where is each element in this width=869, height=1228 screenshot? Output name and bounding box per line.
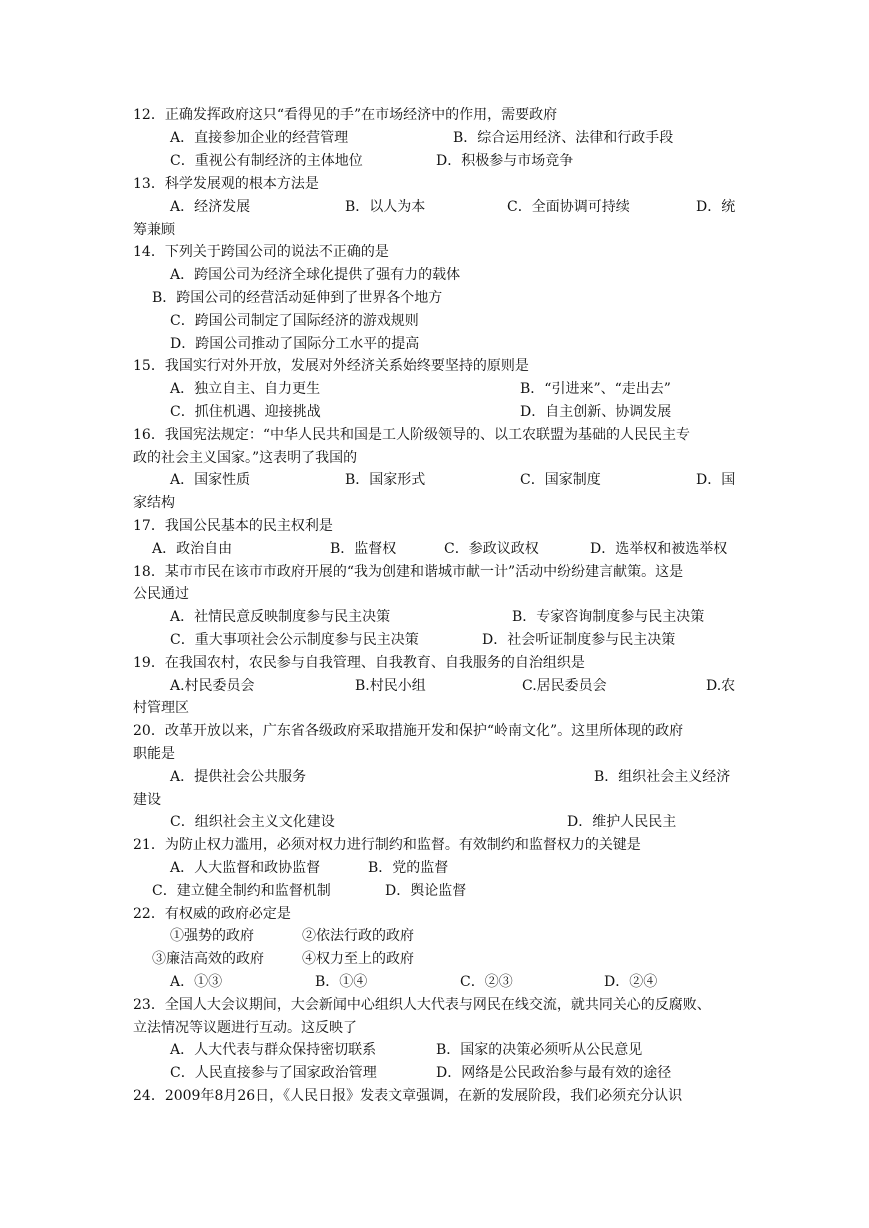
q19-option-b: B.村民小组 [355, 678, 426, 694]
q20-option-a: A．提供社会公共服务 [170, 769, 307, 785]
q18-stem-line1: 18．某市市民在该市市政府开展的“我为创建和谐城市献一计”活动中纷纷建言献策。这是 [133, 564, 684, 580]
q13-option-a: A．经济发展 [170, 199, 251, 215]
q14-option-a: A．跨国公司为经济全球化提供了强有力的载体 [170, 267, 461, 283]
q13-option-d: D．统 [696, 199, 736, 215]
q22-option-b: B．①④ [315, 974, 368, 990]
q21-option-b: B．党的监督 [368, 860, 449, 876]
q15-stem: 15．我国实行对外开放，发展对外经济关系始终要坚持的原则是 [133, 358, 529, 374]
q22-statement-2: ②依法行政的政府 [302, 928, 414, 944]
q23-stem-line1: 23．全国人大会议期间，大会新闻中心组织人大代表与网民在线交流，就共同关心的反腐败、 [133, 997, 711, 1013]
q17-option-a: A．政治自由 [152, 541, 233, 557]
q22-statement-3: ③廉洁高效的政府 [152, 951, 264, 967]
q16-option-d-continued: 家结构 [133, 495, 175, 511]
q19-option-d-continued: 村管理区 [133, 700, 189, 716]
q24-stem-line1: 24．2009年8月26日，《人民日报》发表文章强调，在新的发展阶段，我们必须充分认识 [133, 1088, 683, 1104]
q17-option-d: D．选举权和被选举权 [590, 541, 728, 557]
q14-option-c: C．跨国公司制定了国际经济的游戏规则 [170, 313, 419, 329]
q16-option-b: B．国家形式 [345, 472, 426, 488]
q22-statement-4: ④权力至上的政府 [302, 951, 414, 967]
q13-stem: 13．科学发展观的根本方法是 [133, 176, 319, 192]
q14-option-b: B．跨国公司的经营活动延伸到了世界各个地方 [152, 290, 443, 306]
q19-option-c: C.居民委员会 [522, 678, 607, 694]
q22-stem: 22．有权威的政府必定是 [133, 906, 291, 922]
q18-stem-line2: 公民通过 [133, 586, 189, 602]
q13-option-d-continued: 筹兼顾 [133, 222, 175, 238]
q21-option-a: A．人大监督和政协监督 [170, 860, 321, 876]
q17-stem: 17．我国公民基本的民主权利是 [133, 518, 333, 534]
q19-stem: 19．在我国农村，农民参与自我管理、自我教育、自我服务的自治组织是 [133, 655, 585, 671]
q16-stem-line2: 政的社会主义国家。”这表明了我国的 [133, 450, 358, 466]
q18-option-d: D．社会听证制度参与民主决策 [482, 632, 676, 648]
q23-option-c: C．人民直接参与了国家政治管理 [170, 1065, 377, 1081]
q20-stem-line2: 职能是 [133, 746, 175, 762]
q12-option-d: D．积极参与市场竞争 [436, 153, 574, 169]
q14-stem: 14．下列关于跨国公司的说法不正确的是 [133, 244, 389, 260]
q17-option-b: B．监督权 [330, 541, 397, 557]
q22-option-d: D．②④ [604, 974, 658, 990]
q20-option-c: C．组织社会主义文化建设 [170, 814, 335, 830]
q20-stem-line1: 20．改革开放以来，广东省各级政府采取措施开发和保护“岭南文化”。这里所体现的政府 [133, 723, 684, 739]
q20-option-b: B．组织社会主义经济 [594, 769, 731, 785]
q14-option-d: D．跨国公司推动了国际分工水平的提高 [170, 336, 420, 352]
q22-statement-1: ①强势的政府 [170, 928, 254, 944]
q21-stem: 21．为防止权力滥用，必须对权力进行制约和监督。有效制约和监督权力的关键是 [133, 837, 641, 853]
q23-option-a: A．人大代表与群众保持密切联系 [170, 1042, 377, 1058]
q18-option-a: A．社情民意反映制度参与民主决策 [170, 609, 391, 625]
q17-option-c: C．参政议政权 [444, 541, 539, 557]
q16-stem-line1: 16．我国宪法规定：“中华人民共和国是工人阶级领导的、以工农联盟为基础的人民民主专 [133, 427, 690, 443]
q16-option-a: A．国家性质 [170, 472, 251, 488]
q20-option-b-continued: 建设 [133, 792, 161, 808]
q18-option-b: B．专家咨询制度参与民主决策 [512, 609, 705, 625]
q21-option-d: D．舆论监督 [385, 883, 467, 899]
q23-stem-line2: 立法情况等议题进行互动。这反映了 [133, 1020, 357, 1036]
q21-option-c: C．建立健全制约和监督机制 [152, 883, 331, 899]
q16-option-c: C．国家制度 [520, 472, 601, 488]
q15-option-c: C．抓住机遇、迎接挑战 [170, 404, 321, 420]
q22-option-a: A．①③ [170, 974, 223, 990]
q19-option-d: D.农 [706, 678, 736, 694]
q20-option-d: D．维护人民民主 [567, 814, 677, 830]
q22-option-c: C．②③ [460, 974, 513, 990]
q23-option-d: D．网络是公民政治参与最有效的途径 [436, 1065, 672, 1081]
q18-option-c: C．重大事项社会公示制度参与民主决策 [170, 632, 419, 648]
q12-option-a: A．直接参加企业的经营管理 [170, 130, 349, 146]
q16-option-d: D．国 [696, 472, 736, 488]
q15-option-b: B．“引进来”、“走出去” [520, 381, 671, 397]
q12-option-c: C．重视公有制经济的主体地位 [170, 153, 363, 169]
q12-option-b: B．综合运用经济、法律和行政手段 [453, 130, 674, 146]
q13-option-c: C．全面协调可持续 [507, 199, 630, 215]
q23-option-b: B．国家的决策必须听从公民意见 [436, 1042, 643, 1058]
q15-option-a: A．独立自主、自力更生 [170, 381, 321, 397]
q19-option-a: A.村民委员会 [170, 678, 255, 694]
q15-option-d: D．自主创新、协调发展 [520, 404, 672, 420]
q12-stem: 12．正确发挥政府这只“看得见的手”在市场经济中的作用，需要政府 [133, 107, 558, 123]
q13-option-b: B．以人为本 [345, 199, 426, 215]
